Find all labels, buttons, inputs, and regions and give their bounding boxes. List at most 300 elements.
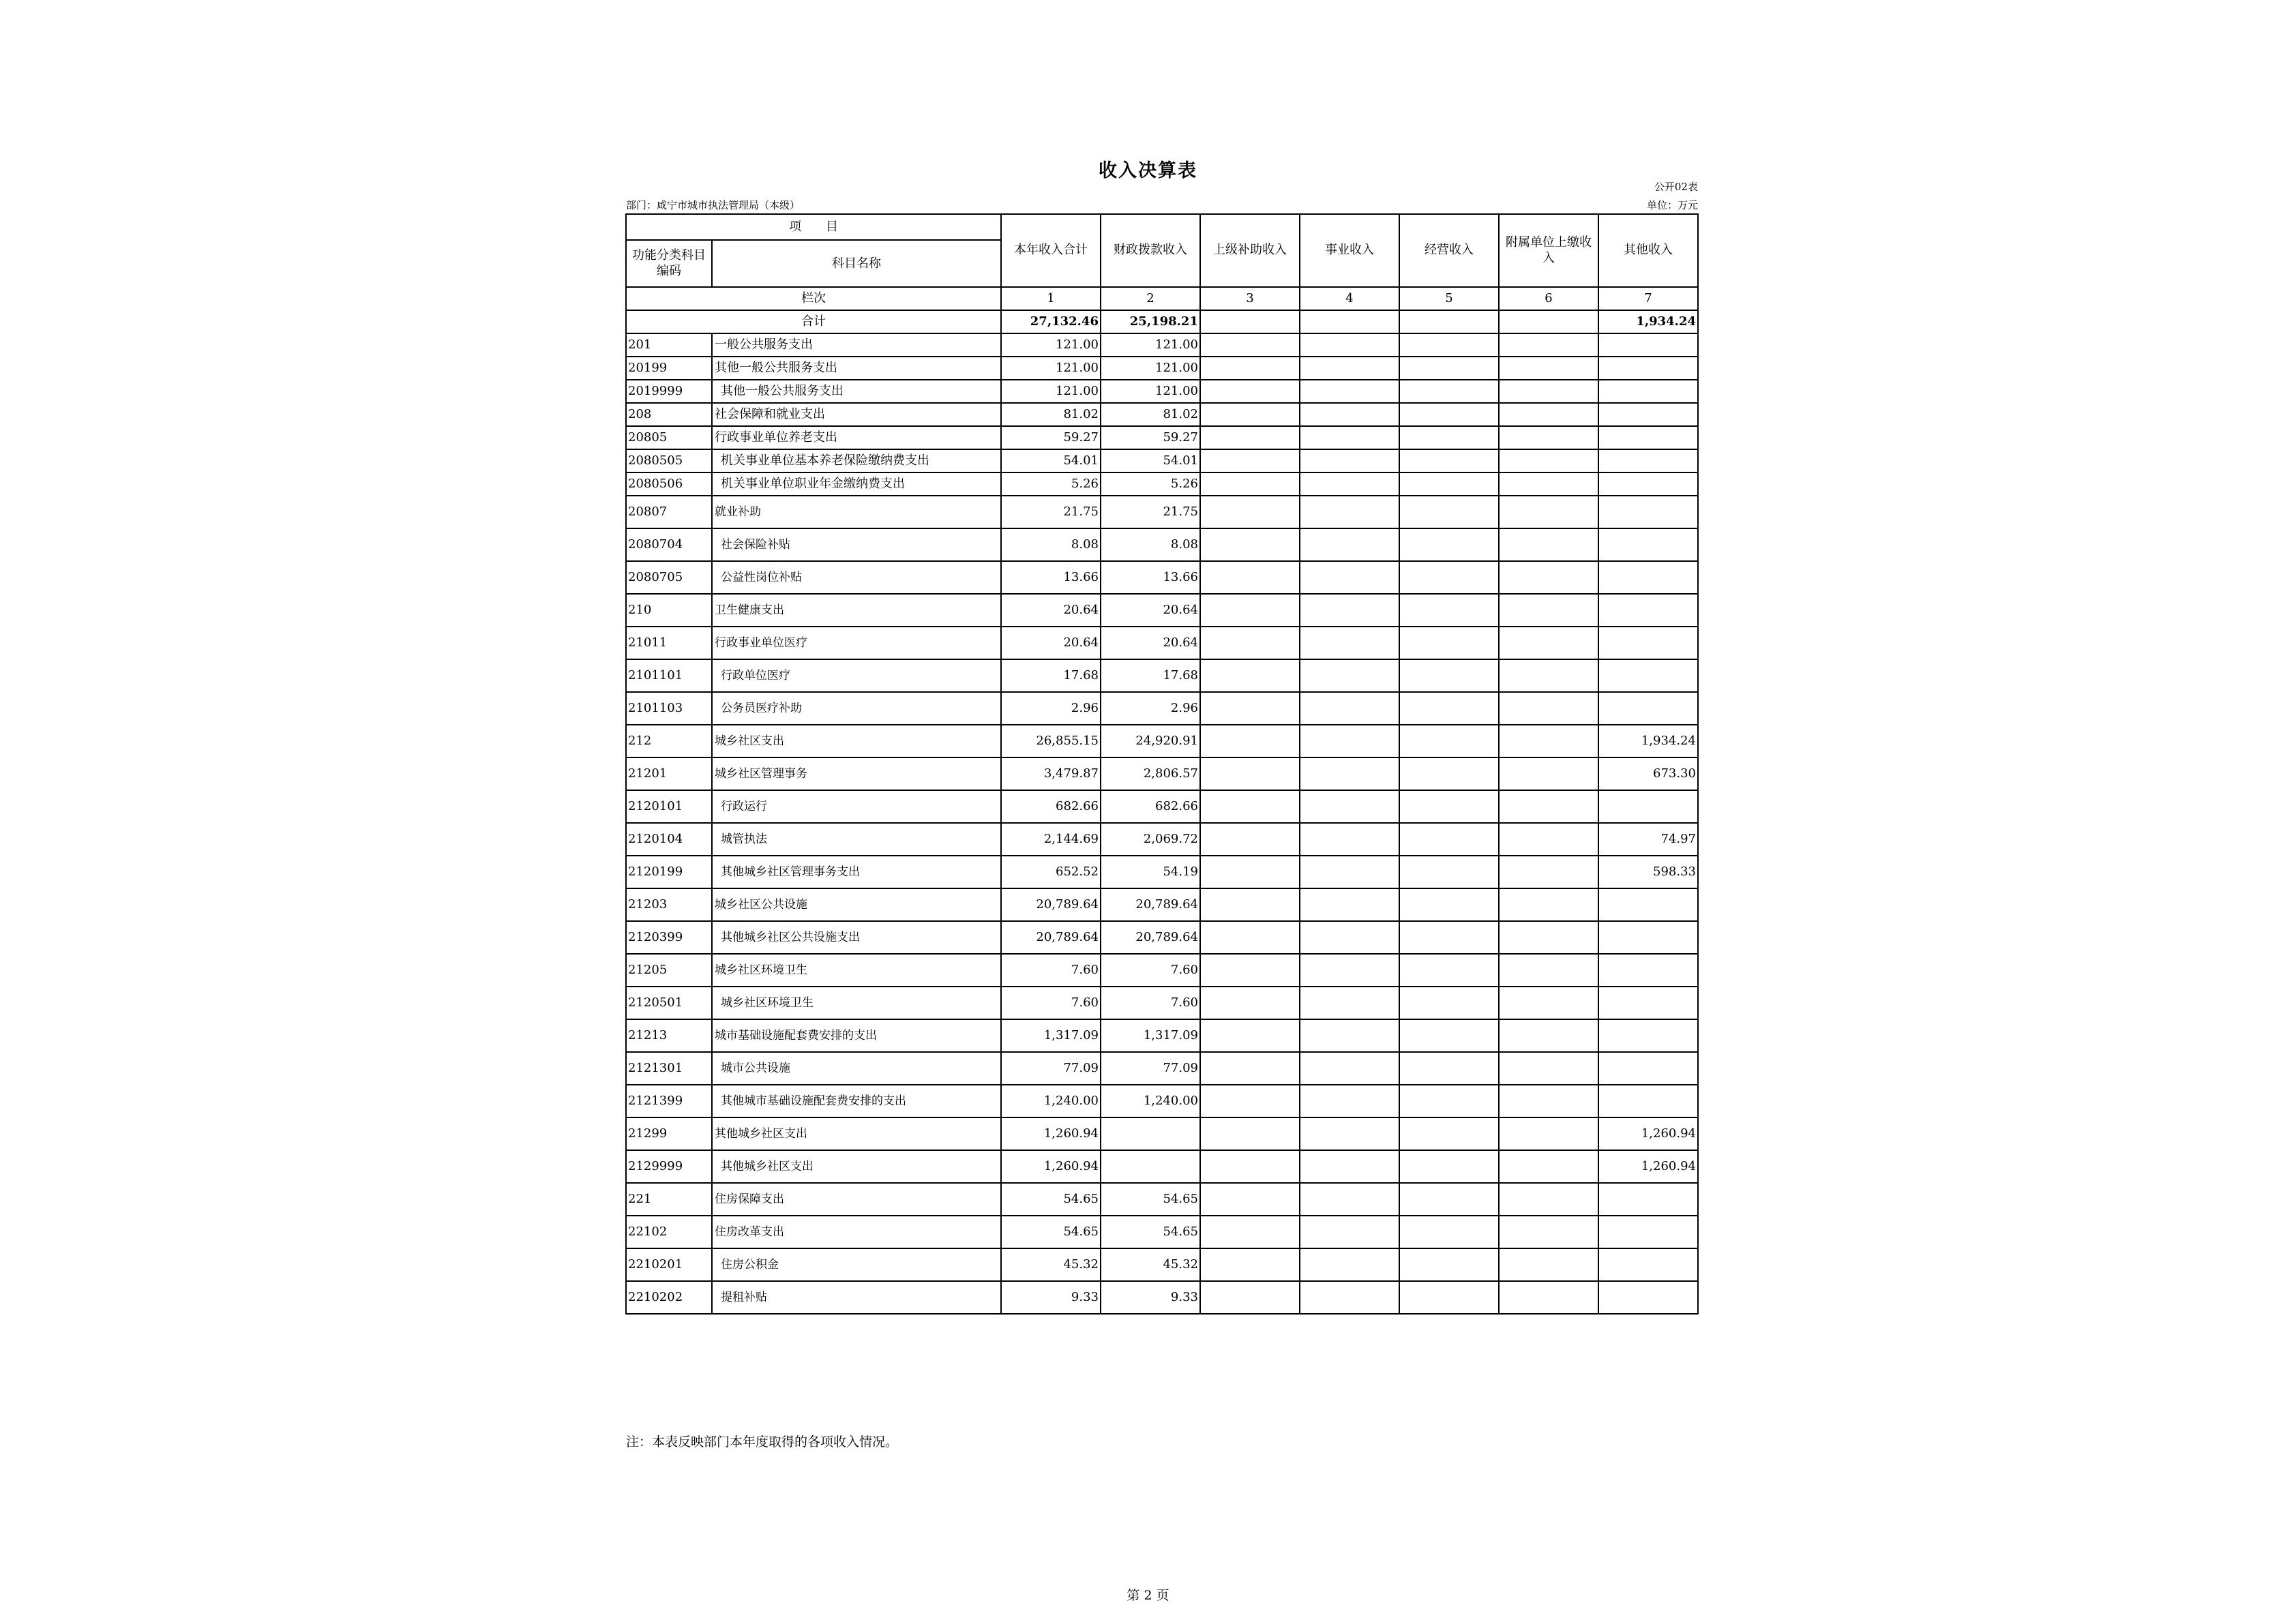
row-col2: 77.09 [1101, 1052, 1200, 1085]
table-row [626, 921, 1698, 954]
row-code: 201 [626, 333, 712, 357]
row-col5 [1399, 1052, 1499, 1085]
seq-4: 4 [1300, 287, 1399, 310]
row-name: 城乡社区管理事务 [712, 757, 1001, 790]
row-col7 [1598, 528, 1698, 561]
row-col4 [1300, 823, 1399, 856]
table-row [626, 790, 1698, 823]
row-col1: 652.52 [1001, 856, 1101, 888]
seq-5: 5 [1399, 287, 1499, 310]
row-col1: 9.33 [1001, 1281, 1101, 1314]
row-col6 [1499, 472, 1598, 496]
table-row [626, 403, 1698, 426]
row-col6 [1499, 1052, 1598, 1085]
row-code: 21201 [626, 757, 712, 790]
row-code: 2080505 [626, 449, 712, 472]
row-col7 [1598, 496, 1698, 528]
row-col3 [1200, 921, 1300, 954]
row-name: 城管执法 [712, 823, 1001, 856]
row-col3 [1200, 528, 1300, 561]
row-col7 [1598, 449, 1698, 472]
seq-3: 3 [1200, 287, 1300, 310]
row-name: 城乡社区环境卫生 [712, 987, 1001, 1019]
row-col5 [1399, 823, 1499, 856]
table-row [626, 594, 1698, 627]
row-col3 [1200, 449, 1300, 472]
row-col2: 54.65 [1101, 1216, 1200, 1248]
row-col5 [1399, 725, 1499, 757]
row-col1: 2,144.69 [1001, 823, 1101, 856]
row-col6 [1499, 692, 1598, 725]
row-col2: 121.00 [1101, 380, 1200, 403]
row-col3 [1200, 888, 1300, 921]
row-col5 [1399, 954, 1499, 987]
row-col5 [1399, 659, 1499, 692]
table-row [626, 856, 1698, 888]
row-col5 [1399, 987, 1499, 1019]
row-col2: 45.32 [1101, 1248, 1200, 1281]
row-col4 [1300, 954, 1399, 987]
row-code: 2019999 [626, 380, 712, 403]
row-col2: 121.00 [1101, 357, 1200, 380]
row-col1: 26,855.15 [1001, 725, 1101, 757]
row-col3 [1200, 1019, 1300, 1052]
row-col4 [1300, 1085, 1399, 1117]
row-col3 [1200, 403, 1300, 426]
row-col1: 7.60 [1001, 987, 1101, 1019]
row-name: 城市基础设施配套费安排的支出 [712, 1019, 1001, 1052]
row-col6 [1499, 888, 1598, 921]
row-col1: 1,317.09 [1001, 1019, 1101, 1052]
row-col5 [1399, 1150, 1499, 1183]
row-col7 [1598, 561, 1698, 594]
row-col3 [1200, 823, 1300, 856]
row-col1: 45.32 [1001, 1248, 1101, 1281]
row-col6 [1499, 1281, 1598, 1314]
row-name: 行政单位医疗 [712, 659, 1001, 692]
total-col6 [1499, 310, 1598, 333]
row-col3 [1200, 357, 1300, 380]
row-col2: 9.33 [1101, 1281, 1200, 1314]
row-col2: 13.66 [1101, 561, 1200, 594]
row-col3 [1200, 757, 1300, 790]
row-code: 2080704 [626, 528, 712, 561]
row-col3 [1200, 472, 1300, 496]
row-col1: 54.01 [1001, 449, 1101, 472]
row-col5 [1399, 757, 1499, 790]
row-col2: 17.68 [1101, 659, 1200, 692]
table-row [626, 987, 1698, 1019]
row-col5 [1399, 888, 1499, 921]
row-col7: 1,934.24 [1598, 725, 1698, 757]
row-col3 [1200, 856, 1300, 888]
row-code: 2080705 [626, 561, 712, 594]
table-row [626, 823, 1698, 856]
table-row [626, 627, 1698, 659]
row-code: 21213 [626, 1019, 712, 1052]
row-col6 [1499, 921, 1598, 954]
row-col1: 121.00 [1001, 357, 1101, 380]
row-name: 公务员医疗补助 [712, 692, 1001, 725]
row-col6 [1499, 1117, 1598, 1150]
row-col2: 21.75 [1101, 496, 1200, 528]
row-col4 [1300, 856, 1399, 888]
row-col5 [1399, 1085, 1499, 1117]
header-other-income: 其他收入 [1598, 214, 1698, 287]
row-code: 20805 [626, 426, 712, 449]
row-name: 其他城乡社区管理事务支出 [712, 856, 1001, 888]
row-col2 [1101, 1117, 1200, 1150]
row-col1: 1,260.94 [1001, 1117, 1101, 1150]
row-col7 [1598, 790, 1698, 823]
row-col2: 20.64 [1101, 594, 1200, 627]
row-col4 [1300, 472, 1399, 496]
table-note: 注：本表反映部门本年度取得的各项收入情况。 [626, 1435, 899, 1450]
row-code: 2121399 [626, 1085, 712, 1117]
row-col1: 2.96 [1001, 692, 1101, 725]
row-col6 [1499, 594, 1598, 627]
row-col7: 74.97 [1598, 823, 1698, 856]
row-col1: 77.09 [1001, 1052, 1101, 1085]
row-col4 [1300, 1248, 1399, 1281]
header-operating-income: 经营收入 [1399, 214, 1499, 287]
row-col7 [1598, 403, 1698, 426]
row-col7: 1,260.94 [1598, 1150, 1698, 1183]
row-col5 [1399, 472, 1499, 496]
page-title: 收入决算表 [1099, 160, 1197, 181]
row-col7 [1598, 1281, 1698, 1314]
row-name: 提租补贴 [712, 1281, 1001, 1314]
row-col3 [1200, 627, 1300, 659]
row-col1: 121.00 [1001, 380, 1101, 403]
row-col3 [1200, 1248, 1300, 1281]
row-col7 [1598, 954, 1698, 987]
row-name: 其他城市基础设施配套费安排的支出 [712, 1085, 1001, 1117]
row-col5 [1399, 1248, 1499, 1281]
row-col1: 3,479.87 [1001, 757, 1101, 790]
row-code: 22102 [626, 1216, 712, 1248]
row-col6 [1499, 357, 1598, 380]
row-col6 [1499, 403, 1598, 426]
header-affiliated-income: 附属单位上缴收入 [1499, 214, 1598, 287]
row-code: 21205 [626, 954, 712, 987]
row-col6 [1499, 1150, 1598, 1183]
row-col4 [1300, 921, 1399, 954]
row-col7 [1598, 659, 1698, 692]
row-col4 [1300, 692, 1399, 725]
row-name: 行政事业单位养老支出 [712, 426, 1001, 449]
row-col6 [1499, 725, 1598, 757]
row-col7 [1598, 333, 1698, 357]
row-col3 [1200, 561, 1300, 594]
row-col5 [1399, 561, 1499, 594]
row-col5 [1399, 1281, 1499, 1314]
row-col5 [1399, 1019, 1499, 1052]
seq-7: 7 [1598, 287, 1698, 310]
row-code: 2120104 [626, 823, 712, 856]
table-row [626, 1216, 1698, 1248]
row-col2: 81.02 [1101, 403, 1200, 426]
row-col3 [1200, 659, 1300, 692]
row-col5 [1399, 380, 1499, 403]
page-number: 第 2 页 [1127, 1588, 1169, 1603]
row-col2: 121.00 [1101, 333, 1200, 357]
row-col3 [1200, 1052, 1300, 1085]
row-col6 [1499, 426, 1598, 449]
seq-6: 6 [1499, 287, 1598, 310]
row-col1: 13.66 [1001, 561, 1101, 594]
table-row [626, 1150, 1698, 1183]
row-col4 [1300, 528, 1399, 561]
row-name: 其他一般公共服务支出 [712, 357, 1001, 380]
row-col4 [1300, 1117, 1399, 1150]
row-col6 [1499, 449, 1598, 472]
row-col4 [1300, 757, 1399, 790]
row-col7 [1598, 627, 1698, 659]
row-col3 [1200, 790, 1300, 823]
row-name: 机关事业单位职业年金缴纳费支出 [712, 472, 1001, 496]
row-col1: 54.65 [1001, 1183, 1101, 1216]
row-col2: 7.60 [1101, 987, 1200, 1019]
row-col2: 24,920.91 [1101, 725, 1200, 757]
row-name: 就业补助 [712, 496, 1001, 528]
row-col4 [1300, 1052, 1399, 1085]
row-name: 卫生健康支出 [712, 594, 1001, 627]
row-col7 [1598, 472, 1698, 496]
row-col2: 682.66 [1101, 790, 1200, 823]
row-col1: 8.08 [1001, 528, 1101, 561]
row-col6 [1499, 627, 1598, 659]
row-col1: 54.65 [1001, 1216, 1101, 1248]
row-col7 [1598, 1052, 1698, 1085]
row-col4 [1300, 1281, 1399, 1314]
row-col5 [1399, 921, 1499, 954]
row-col7 [1598, 594, 1698, 627]
row-col1: 121.00 [1001, 333, 1101, 357]
row-col1: 59.27 [1001, 426, 1101, 449]
row-col7 [1598, 1085, 1698, 1117]
row-name: 一般公共服务支出 [712, 333, 1001, 357]
row-name: 其他城乡社区支出 [712, 1150, 1001, 1183]
row-col4 [1300, 1150, 1399, 1183]
row-col5 [1399, 333, 1499, 357]
total-col5 [1399, 310, 1499, 333]
row-name: 社会保障和就业支出 [712, 403, 1001, 426]
row-code: 2210201 [626, 1248, 712, 1281]
row-col5 [1399, 528, 1499, 561]
row-col4 [1300, 403, 1399, 426]
row-col3 [1200, 954, 1300, 987]
row-code: 21299 [626, 1117, 712, 1150]
row-col6 [1499, 561, 1598, 594]
row-col5 [1399, 426, 1499, 449]
row-col3 [1200, 1150, 1300, 1183]
seq-1: 1 [1001, 287, 1101, 310]
total-col7: 1,934.24 [1598, 310, 1698, 333]
row-col2 [1101, 1150, 1200, 1183]
table-row [626, 380, 1698, 403]
row-col1: 5.26 [1001, 472, 1101, 496]
row-col4 [1300, 1216, 1399, 1248]
row-col1: 1,260.94 [1001, 1150, 1101, 1183]
income-table [625, 213, 1699, 1315]
header-fiscal-income: 财政拨款收入 [1101, 214, 1200, 287]
row-col2: 20.64 [1101, 627, 1200, 659]
row-name: 其他城乡社区支出 [712, 1117, 1001, 1150]
row-col2: 20,789.64 [1101, 888, 1200, 921]
row-col1: 17.68 [1001, 659, 1101, 692]
row-col1: 7.60 [1001, 954, 1101, 987]
row-col4 [1300, 496, 1399, 528]
row-col1: 20.64 [1001, 627, 1101, 659]
row-col6 [1499, 1183, 1598, 1216]
row-col2: 8.08 [1101, 528, 1200, 561]
row-col3 [1200, 1281, 1300, 1314]
row-col4 [1300, 725, 1399, 757]
row-code: 208 [626, 403, 712, 426]
row-col6 [1499, 1216, 1598, 1248]
row-code: 20807 [626, 496, 712, 528]
row-col4 [1300, 449, 1399, 472]
row-col4 [1300, 888, 1399, 921]
row-name: 其他一般公共服务支出 [712, 380, 1001, 403]
row-col5 [1399, 449, 1499, 472]
row-col5 [1399, 790, 1499, 823]
seq-label: 栏次 [626, 287, 1001, 310]
row-code: 21011 [626, 627, 712, 659]
row-col6 [1499, 496, 1598, 528]
row-name: 其他城乡社区公共设施支出 [712, 921, 1001, 954]
row-col6 [1499, 790, 1598, 823]
row-code: 2210202 [626, 1281, 712, 1314]
table-row [626, 1117, 1698, 1150]
table-row [626, 333, 1698, 357]
row-col5 [1399, 692, 1499, 725]
row-col5 [1399, 1117, 1499, 1150]
table-row [626, 426, 1698, 449]
row-col3 [1200, 692, 1300, 725]
row-col4 [1300, 659, 1399, 692]
row-col7 [1598, 1248, 1698, 1281]
row-col6 [1499, 380, 1598, 403]
row-name: 城乡社区环境卫生 [712, 954, 1001, 987]
row-col2: 2.96 [1101, 692, 1200, 725]
row-col5 [1399, 1216, 1499, 1248]
row-col5 [1399, 856, 1499, 888]
row-col3 [1200, 987, 1300, 1019]
table-row [626, 1019, 1698, 1052]
row-col5 [1399, 357, 1499, 380]
unit-label: 单位：万元 [1646, 199, 1698, 211]
row-col4 [1300, 790, 1399, 823]
row-col7 [1598, 357, 1698, 380]
row-col2: 2,806.57 [1101, 757, 1200, 790]
row-code: 212 [626, 725, 712, 757]
row-code: 2121301 [626, 1052, 712, 1085]
row-col6 [1499, 856, 1598, 888]
row-code: 20199 [626, 357, 712, 380]
row-col7 [1598, 1216, 1698, 1248]
row-col6 [1499, 987, 1598, 1019]
row-code: 2120101 [626, 790, 712, 823]
row-code: 221 [626, 1183, 712, 1216]
row-col6 [1499, 1248, 1598, 1281]
row-col3 [1200, 594, 1300, 627]
row-col7 [1598, 380, 1698, 403]
total-col1: 27,132.46 [1001, 310, 1101, 333]
row-col4 [1300, 627, 1399, 659]
total-label: 合计 [626, 310, 1001, 333]
row-code: 2080506 [626, 472, 712, 496]
header-name: 科目名称 [712, 240, 1001, 287]
row-code: 2129999 [626, 1150, 712, 1183]
row-col3 [1200, 426, 1300, 449]
row-col3 [1200, 1117, 1300, 1150]
row-col2: 2,069.72 [1101, 823, 1200, 856]
header-project: 项 目 [626, 214, 1001, 240]
row-col3 [1200, 1216, 1300, 1248]
row-col1: 20.64 [1001, 594, 1101, 627]
row-col6 [1499, 333, 1598, 357]
row-col1: 1,240.00 [1001, 1085, 1101, 1117]
row-code: 21203 [626, 888, 712, 921]
row-col7 [1598, 987, 1698, 1019]
table-row [626, 496, 1698, 528]
row-col6 [1499, 1085, 1598, 1117]
row-col7: 598.33 [1598, 856, 1698, 888]
row-col4 [1300, 594, 1399, 627]
table-row [626, 1085, 1698, 1117]
row-col5 [1399, 1183, 1499, 1216]
row-name: 住房保障支出 [712, 1183, 1001, 1216]
row-col3 [1200, 725, 1300, 757]
total-col4 [1300, 310, 1399, 333]
row-code: 2120199 [626, 856, 712, 888]
row-col5 [1399, 496, 1499, 528]
row-col7 [1598, 1019, 1698, 1052]
row-name: 行政运行 [712, 790, 1001, 823]
table-row [626, 757, 1698, 790]
row-name: 住房公积金 [712, 1248, 1001, 1281]
row-col2: 54.65 [1101, 1183, 1200, 1216]
header-code: 功能分类科目编码 [626, 240, 712, 287]
table-row [626, 449, 1698, 472]
table-row [626, 1248, 1698, 1281]
row-name: 公益性岗位补贴 [712, 561, 1001, 594]
row-name: 机关事业单位基本养老保险缴纳费支出 [712, 449, 1001, 472]
row-col7 [1598, 692, 1698, 725]
row-code: 2120399 [626, 921, 712, 954]
total-col2: 25,198.21 [1101, 310, 1200, 333]
row-col5 [1399, 627, 1499, 659]
row-col1: 20,789.64 [1001, 888, 1101, 921]
row-col2: 54.01 [1101, 449, 1200, 472]
row-col3 [1200, 1085, 1300, 1117]
row-col2: 7.60 [1101, 954, 1200, 987]
table-row [626, 725, 1698, 757]
table-row [626, 472, 1698, 496]
row-code: 2120501 [626, 987, 712, 1019]
row-col1: 81.02 [1001, 403, 1101, 426]
header-superior-subsidy: 上级补助收入 [1200, 214, 1300, 287]
row-code: 2101103 [626, 692, 712, 725]
form-code: 公开02表 [1654, 181, 1698, 193]
row-name: 城乡社区公共设施 [712, 888, 1001, 921]
row-col2: 1,317.09 [1101, 1019, 1200, 1052]
table-row [626, 888, 1698, 921]
table-row [626, 1052, 1698, 1085]
row-col3 [1200, 1183, 1300, 1216]
